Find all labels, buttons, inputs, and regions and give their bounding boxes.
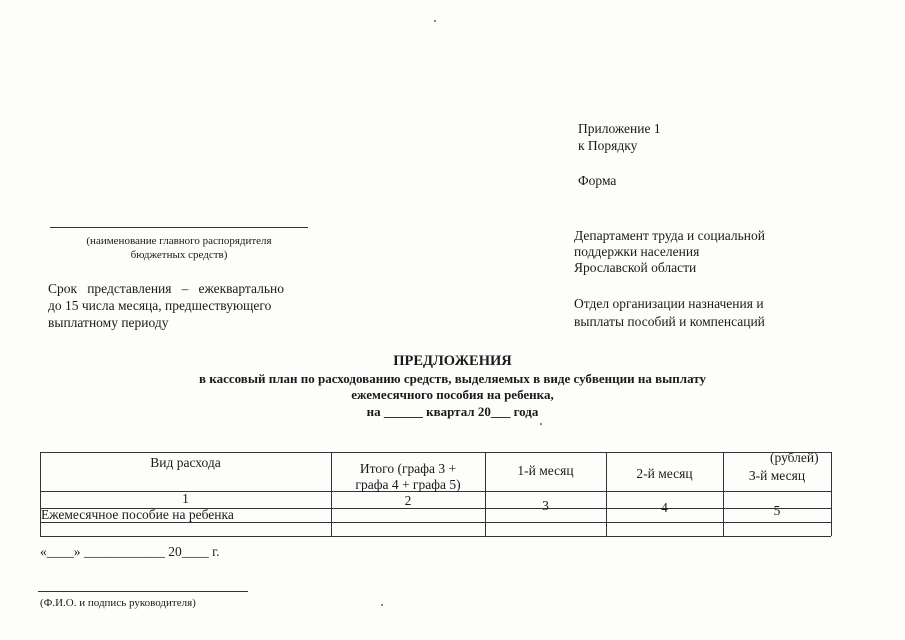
header-total-line1: Итого (графа 3 + [359, 461, 457, 476]
title-line1: в кассовый план по расходованию средств, выделяемых в виде субвенции на выплату [199, 371, 706, 386]
header-month-3: 3-й месяц [748, 468, 806, 483]
header-month-1: 1-й месяц [517, 463, 574, 478]
column-number: 4 [661, 500, 668, 515]
header-month-2: 2-й месяц [636, 466, 693, 481]
sender-name-line [50, 227, 308, 228]
deadline-line2: до 15 числа месяца, предшествующего [48, 298, 272, 313]
sender-caption-line2: бюджетных средств) [130, 249, 228, 261]
column-number: 1 [182, 491, 189, 506]
recipient-line3: Ярославской области [574, 260, 697, 275]
signature-caption: (Ф.И.О. и подпись руководителя) [40, 597, 196, 609]
appendix-reference: к Порядку [578, 138, 638, 153]
title-line3: на ______ квартал 20___ года [366, 404, 539, 419]
row-label: Ежемесячное пособие на ребенка [41, 507, 234, 522]
recipient-line1: Департамент труда и социальной [574, 228, 766, 243]
table-unit: (рублей) [770, 450, 819, 465]
header-total-line2: графа 4 + графа 5) [355, 477, 461, 492]
signature-date: «____» ____________ 20____ г. [40, 544, 220, 559]
deadline-line3: выплатному периоду [48, 315, 169, 330]
recipient-dept-line2: выплаты пособий и компенсаций [574, 314, 765, 329]
column-number: 2 [404, 493, 412, 508]
table-line-row [40, 522, 831, 523]
table-border-right [831, 452, 832, 536]
scan-speck [381, 604, 383, 606]
column-number: 5 [773, 503, 781, 518]
sender-caption-line1: (наименование главного распорядителя [86, 235, 272, 247]
recipient-dept-line1: Отдел организации назначения и [574, 296, 764, 311]
scan-speck [540, 423, 542, 425]
scan-speck [434, 20, 436, 22]
document-heading: ПРЕДЛОЖЕНИЯ [393, 353, 512, 369]
table-col-divider [606, 452, 607, 536]
header-expense-type: Вид расхода [150, 455, 221, 470]
appendix-label: Приложение 1 [578, 121, 661, 136]
signature-line [38, 591, 248, 592]
table-border-bottom [40, 536, 831, 537]
form-label: Форма [578, 173, 617, 188]
column-number: 3 [542, 498, 549, 513]
title-line2: ежемесячного пособия на ребенка, [351, 387, 554, 402]
table-col-divider [723, 452, 724, 536]
deadline-line1: Срок представления – ежеквартально [48, 281, 284, 296]
recipient-line2: поддержки населения [574, 244, 700, 259]
table-border-top [40, 452, 831, 453]
